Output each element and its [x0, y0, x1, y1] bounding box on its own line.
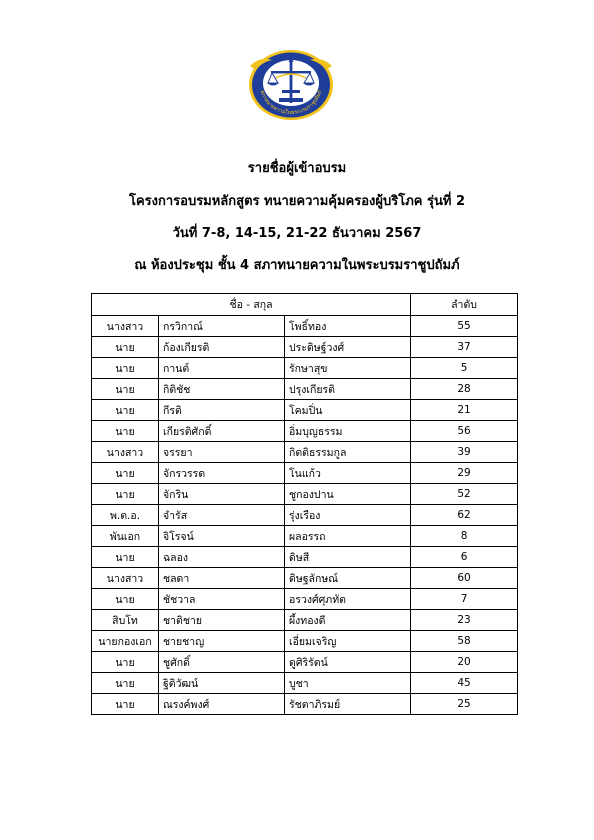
- participant-order-number: 25: [411, 694, 518, 715]
- participant-first-name: ก้องเกียรติ: [159, 337, 285, 358]
- participant-order-number: 8: [411, 526, 518, 547]
- participant-title: สิบโท: [92, 610, 159, 631]
- participant-first-name: กีรติ: [159, 400, 285, 421]
- table-row: [92, 589, 518, 610]
- participant-first-name: ชัชวาล: [159, 589, 285, 610]
- table-row: [92, 568, 518, 589]
- participant-last-name: โนแก้ว: [285, 463, 411, 484]
- column-header-name: ชื่อ - สกุล: [92, 294, 411, 316]
- participant-last-name: ประดิษฐ์วงศ์: [285, 337, 411, 358]
- participant-title: นาย: [92, 400, 159, 421]
- table-row: [92, 400, 518, 421]
- participant-order-number: 45: [411, 673, 518, 694]
- table-row: [92, 316, 518, 337]
- participant-first-name: กรวิกาณ์: [159, 316, 285, 337]
- participant-last-name: เอี่ยมเจริญ: [285, 631, 411, 652]
- table-header-row: [92, 294, 518, 316]
- participant-last-name: โคมปิ่น: [285, 400, 411, 421]
- participant-order-number: 7: [411, 589, 518, 610]
- participant-order-number: 6: [411, 547, 518, 568]
- participant-title: นาย: [92, 589, 159, 610]
- table-row: [92, 463, 518, 484]
- table-row: [92, 652, 518, 673]
- participant-title: นางสาว: [92, 568, 159, 589]
- document-title: รายชื่อผู้เข้าอบรม: [247, 161, 347, 176]
- participant-order-number: 37: [411, 337, 518, 358]
- column-header-order: ลำดับ: [411, 294, 518, 316]
- participant-title: นาย: [92, 379, 159, 400]
- participant-order-number: 55: [411, 316, 518, 337]
- participant-last-name: ดิษสี: [285, 547, 411, 568]
- participant-order-number: 28: [411, 379, 518, 400]
- participant-title: นายกองเอก: [92, 631, 159, 652]
- participant-first-name: ฐิติวัฒน์: [159, 673, 285, 694]
- participant-title: พันเอก: [92, 526, 159, 547]
- participant-table: [91, 293, 518, 715]
- participant-first-name: กานต์: [159, 358, 285, 379]
- participant-first-name: ชาติชาย: [159, 610, 285, 631]
- participant-last-name: โพธิ์ทอง: [285, 316, 411, 337]
- participant-last-name: รัชตาภิรมย์: [285, 694, 411, 715]
- participant-order-number: 58: [411, 631, 518, 652]
- program-name: โครงการอบรมหลักสูตร ทนายความคุ้มครองผู้บริโภค รุ่นที่ 2: [128, 194, 466, 209]
- participant-first-name: จำรัส: [159, 505, 285, 526]
- participant-first-name: ฉลอง: [159, 547, 285, 568]
- participant-last-name: ปรุงเกียรติ: [285, 379, 411, 400]
- participant-title: นาย: [92, 673, 159, 694]
- participant-order-number: 21: [411, 400, 518, 421]
- participant-title: นาย: [92, 337, 159, 358]
- participant-last-name: ผึ้งทองดี: [285, 610, 411, 631]
- participant-last-name: ผลอรรถ: [285, 526, 411, 547]
- participant-last-name: ดิษฐลักษณ์: [285, 568, 411, 589]
- participant-first-name: จักริน: [159, 484, 285, 505]
- participant-title: นาย: [92, 463, 159, 484]
- participant-order-number: 60: [411, 568, 518, 589]
- participant-last-name: รักษาสุข: [285, 358, 411, 379]
- participant-order-number: 39: [411, 442, 518, 463]
- table-row: [92, 673, 518, 694]
- table-row: [92, 547, 518, 568]
- table-body: [92, 316, 518, 715]
- table-row: [92, 484, 518, 505]
- table-row: [92, 337, 518, 358]
- participant-order-number: 20: [411, 652, 518, 673]
- participant-first-name: เกียรติศักดิ์: [159, 421, 285, 442]
- participant-title: พ.ต.อ.: [92, 505, 159, 526]
- table-row: [92, 526, 518, 547]
- training-venue: ณ ห้องประชุม ชั้น 4 สภาทนายความในพระบรมราชูปถัมภ์: [134, 258, 460, 273]
- table-row: [92, 379, 518, 400]
- participant-first-name: ณรงค์พงศ์: [159, 694, 285, 715]
- table-row: [92, 610, 518, 631]
- participant-title: นางสาว: [92, 442, 159, 463]
- participant-order-number: 29: [411, 463, 518, 484]
- participant-last-name: รุ่งเรือง: [285, 505, 411, 526]
- table-row: [92, 421, 518, 442]
- table-row: [92, 442, 518, 463]
- participant-order-number: 56: [411, 421, 518, 442]
- participant-last-name: อรวงศ์ศุภทัต: [285, 589, 411, 610]
- table-row: [92, 694, 518, 715]
- participant-order-number: 5: [411, 358, 518, 379]
- participant-order-number: 62: [411, 505, 518, 526]
- participant-last-name: กิตติธรรมกูล: [285, 442, 411, 463]
- table-row: [92, 631, 518, 652]
- participant-order-number: 23: [411, 610, 518, 631]
- participant-title: นาย: [92, 484, 159, 505]
- participant-title: นาย: [92, 652, 159, 673]
- participant-first-name: จักรวรรด: [159, 463, 285, 484]
- logo-ring-text: สภาทนายความในพระบรมราชูปถัมภ์: [258, 89, 324, 117]
- table-row: [92, 505, 518, 526]
- participant-first-name: ชูศักดิ์: [159, 652, 285, 673]
- participant-last-name: ชูกองปาน: [285, 484, 411, 505]
- participant-last-name: บูชา: [285, 673, 411, 694]
- training-dates: วันที่ 7-8, 14-15, 21-22 ธันวาคม 2567: [172, 226, 422, 241]
- participant-first-name: ชายชาญ: [159, 631, 285, 652]
- participant-title: นางสาว: [92, 316, 159, 337]
- participant-last-name: ดูศิริรัตน์: [285, 652, 411, 673]
- participant-title: นาย: [92, 694, 159, 715]
- participant-first-name: กิติชัช: [159, 379, 285, 400]
- lawyers-council-logo: [246, 48, 336, 122]
- participant-last-name: อิ่มบุญธรรม: [285, 421, 411, 442]
- participant-title: นาย: [92, 358, 159, 379]
- participant-first-name: จิโรจน์: [159, 526, 285, 547]
- participant-first-name: จรรยา: [159, 442, 285, 463]
- participant-title: นาย: [92, 421, 159, 442]
- participant-order-number: 52: [411, 484, 518, 505]
- participant-title: นาย: [92, 547, 159, 568]
- table-row: [92, 358, 518, 379]
- participant-first-name: ชลดา: [159, 568, 285, 589]
